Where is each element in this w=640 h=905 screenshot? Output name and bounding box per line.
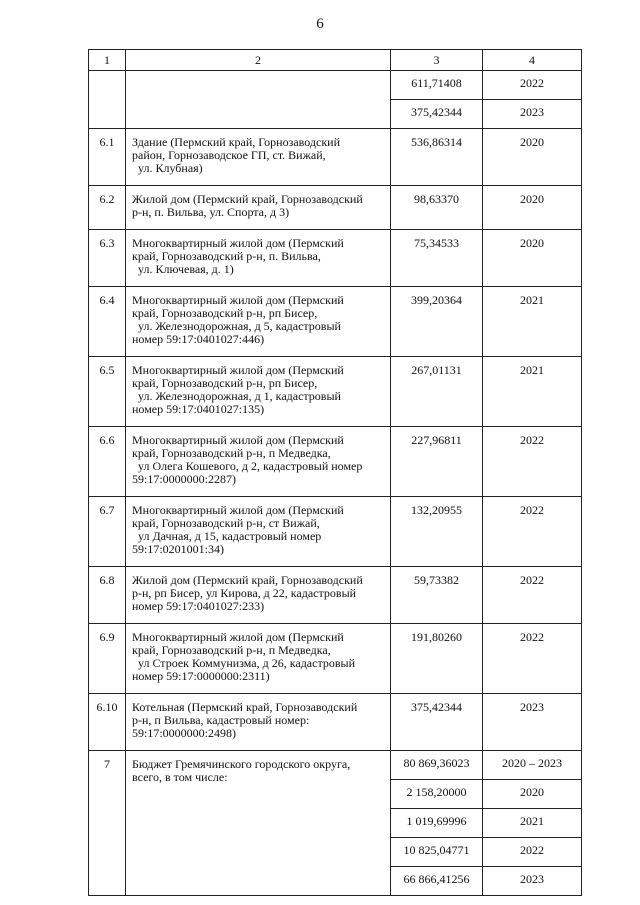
name-line: район, Горнозаводское ГП, ст. Вижай, (132, 148, 326, 162)
name-line: Многоквартирный жилой дом (Пермский (132, 630, 344, 644)
name-line: р-н, рп Бисер, ул Кирова, д 22, кадастровый (132, 586, 357, 600)
name-line: Многоквартирный жилой дом (Пермский (132, 293, 344, 307)
num-cell: 6.5 (89, 357, 126, 427)
year-cell: 2022 (483, 427, 582, 497)
name-cell (126, 129, 391, 186)
value-cell: 375,42344 (391, 100, 483, 129)
name-cell (126, 71, 391, 129)
table-row (89, 357, 582, 427)
name-line: Многоквартирный жилой дом (Пермский (132, 236, 344, 250)
name-cell (126, 624, 391, 694)
num-cell: 6.4 (89, 287, 126, 357)
year-cell: 2020 – 2023 (483, 751, 582, 780)
program-table (88, 49, 582, 896)
value-cell: 399,20364 (391, 287, 483, 357)
name-line: ул Дачная, д 15, кадастровый номер (138, 529, 322, 543)
num-cell: 6.1 (89, 129, 126, 186)
num-cell: 6.3 (89, 230, 126, 287)
num-cell: 6.7 (89, 497, 126, 567)
name-line: номер 59:17:0401027:233) (132, 599, 265, 613)
year-cell: 2021 (483, 357, 582, 427)
table-row (89, 694, 582, 751)
table-row (89, 230, 582, 287)
table-row (89, 751, 582, 780)
name-line: 59:17:0000000:2498) (132, 726, 236, 740)
year-cell: 2020 (483, 186, 582, 230)
value-cell: 227,96811 (391, 427, 483, 497)
num-cell: 6.10 (89, 694, 126, 751)
name-cell (126, 427, 391, 497)
value-cell: 2 158,20000 (391, 780, 483, 809)
table-row (89, 624, 582, 694)
value-cell: 375,42344 (391, 694, 483, 751)
name-line: р-н, п. Вильва, ул. Спорта, д 3) (132, 205, 290, 219)
value-cell: 611,71408 (391, 71, 483, 100)
year-cell: 2022 (483, 497, 582, 567)
name-line: Котельная (Пермский край, Горнозаводский (132, 700, 358, 714)
table-row (89, 129, 582, 186)
name-line: ул Строек Коммунизма, д 26, кадастровый (138, 656, 355, 670)
name-line: край, Горнозаводский р-н, п Медведка, (132, 643, 331, 657)
table-header-row (89, 50, 582, 71)
name-line: Жилой дом (Пермский край, Горнозаводский (132, 192, 363, 206)
value-cell: 267,01131 (391, 357, 483, 427)
year-cell: 2023 (483, 867, 582, 896)
num-cell: 6.8 (89, 567, 126, 624)
value-cell: 59,73382 (391, 567, 483, 624)
name-line: Бюджет Гремячинского городского округа, (132, 757, 351, 771)
value-cell: 66 866,41256 (391, 867, 483, 896)
name-line: Многоквартирный жилой дом (Пермский (132, 433, 344, 447)
name-line: ул. Ключевая, д. 1) (138, 262, 234, 276)
header-cell: 2 (126, 50, 391, 71)
page-number: 6 (316, 16, 324, 32)
header-cell: 1 (89, 50, 126, 71)
name-line: ул. Клубная) (138, 161, 203, 175)
value-cell: 80 869,36023 (391, 751, 483, 780)
table-row (89, 186, 582, 230)
year-cell: 2022 (483, 838, 582, 867)
name-line: всего, в том числе: (132, 770, 228, 784)
table-row (89, 427, 582, 497)
header-cell: 3 (391, 50, 483, 71)
value-cell: 191,80260 (391, 624, 483, 694)
name-line: 59:17:0201001:34) (132, 542, 224, 556)
name-line: ул Олега Кошевого, д 2, кадастровый номер (138, 459, 363, 473)
name-line: номер 59:17:0000000:2311) (132, 669, 270, 683)
name-cell (126, 186, 391, 230)
year-cell: 2022 (483, 71, 582, 100)
name-line: ул. Железнодорожная, д 5, кадастровый (138, 319, 341, 333)
num-cell: 6.2 (89, 186, 126, 230)
year-cell: 2021 (483, 287, 582, 357)
year-cell: 2023 (483, 694, 582, 751)
year-cell: 2022 (483, 624, 582, 694)
name-cell (126, 751, 391, 896)
name-cell (126, 567, 391, 624)
name-line: номер 59:17:0401027:446) (132, 332, 265, 346)
name-line: 59:17:0000000:2287) (132, 472, 236, 486)
name-line: край, Горнозаводский р-н, п. Вильва, (132, 249, 321, 263)
name-line: край, Горнозаводский р-н, рп Бисер, (132, 376, 318, 390)
year-cell: 2020 (483, 780, 582, 809)
name-line: номер 59:17:0401027:135) (132, 402, 265, 416)
table-row (89, 71, 582, 100)
name-cell (126, 497, 391, 567)
value-cell: 1 019,69996 (391, 809, 483, 838)
header-cell: 4 (483, 50, 582, 71)
name-cell (126, 287, 391, 357)
table-row (89, 497, 582, 567)
value-cell: 75,34533 (391, 230, 483, 287)
num-cell: 7 (89, 751, 126, 896)
year-cell: 2020 (483, 230, 582, 287)
name-cell (126, 694, 391, 751)
name-line: край, Горнозаводский р-н, рп Бисер, (132, 306, 318, 320)
num-cell: 6.6 (89, 427, 126, 497)
year-cell: 2022 (483, 567, 582, 624)
name-line: Жилой дом (Пермский край, Горнозаводский (132, 573, 363, 587)
value-cell: 536,86314 (391, 129, 483, 186)
name-line: Здание (Пермский край, Горнозаводский (132, 135, 341, 149)
table-row (89, 567, 582, 624)
year-cell: 2021 (483, 809, 582, 838)
num-cell: 6.9 (89, 624, 126, 694)
value-cell: 132,20955 (391, 497, 483, 567)
name-cell (126, 230, 391, 287)
name-cell (126, 357, 391, 427)
value-cell: 98,63370 (391, 186, 483, 230)
name-line: ул. Железнодорожная, д 1, кадастровый (138, 389, 341, 403)
name-line: край, Горнозаводский р-н, ст Вижай, (132, 516, 320, 530)
name-line: Многоквартирный жилой дом (Пермский (132, 503, 344, 517)
year-cell: 2020 (483, 129, 582, 186)
num-cell (89, 71, 126, 129)
table-row (89, 287, 582, 357)
value-cell: 10 825,04771 (391, 838, 483, 867)
name-line: р-н, п Вильва, кадастровый номер: (132, 713, 310, 727)
name-line: Многоквартирный жилой дом (Пермский (132, 363, 344, 377)
name-line: край, Горнозаводский р-н, п Медведка, (132, 446, 331, 460)
year-cell: 2023 (483, 100, 582, 129)
